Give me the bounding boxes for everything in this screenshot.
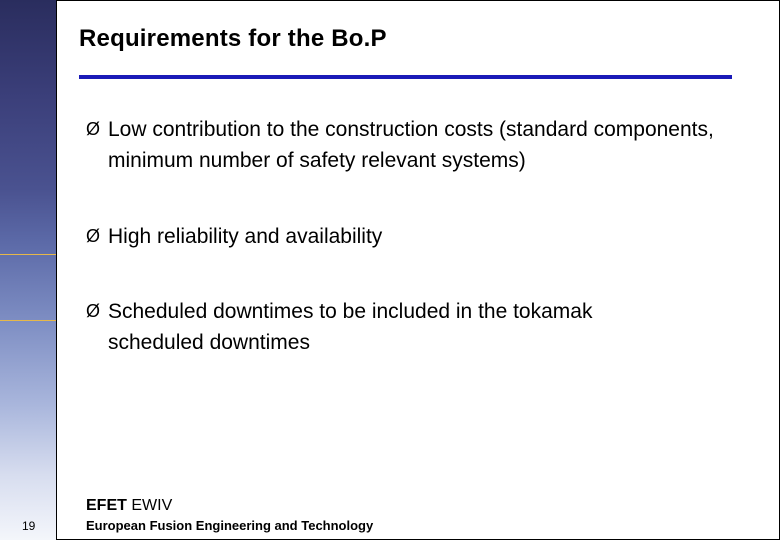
footer-org-suffix: EWIV	[131, 497, 173, 514]
slide-title: Requirements for the Bo.P	[79, 25, 387, 52]
bullet-item	[86, 221, 748, 252]
arrow-bullet-icon: Ø	[86, 119, 101, 139]
arrow-bullet-icon: Ø	[86, 226, 101, 246]
footer-org-name: European Fusion Engineering and Technology	[86, 518, 374, 533]
sidebar-accent-line	[0, 320, 56, 321]
page-number: 19	[22, 519, 36, 533]
footer-org-abbrev: EFET	[86, 497, 127, 514]
decorative-sidebar	[0, 0, 56, 540]
arrow-bullet-icon: Ø	[86, 301, 101, 321]
footer-organization	[86, 497, 172, 515]
title-underline	[79, 75, 732, 79]
bullet-item	[86, 296, 688, 358]
bullet-text: High reliability and availability	[108, 225, 383, 248]
bullet-item	[86, 114, 748, 176]
sidebar-accent-line	[0, 254, 56, 255]
bullet-text: Low contribution to the construction costs (standard components, minimum number of safety relevant systems)	[108, 118, 714, 172]
slide-frame	[56, 0, 780, 540]
bullet-text: Scheduled downtimes to be included in the tokamak scheduled downtimes	[108, 300, 593, 354]
